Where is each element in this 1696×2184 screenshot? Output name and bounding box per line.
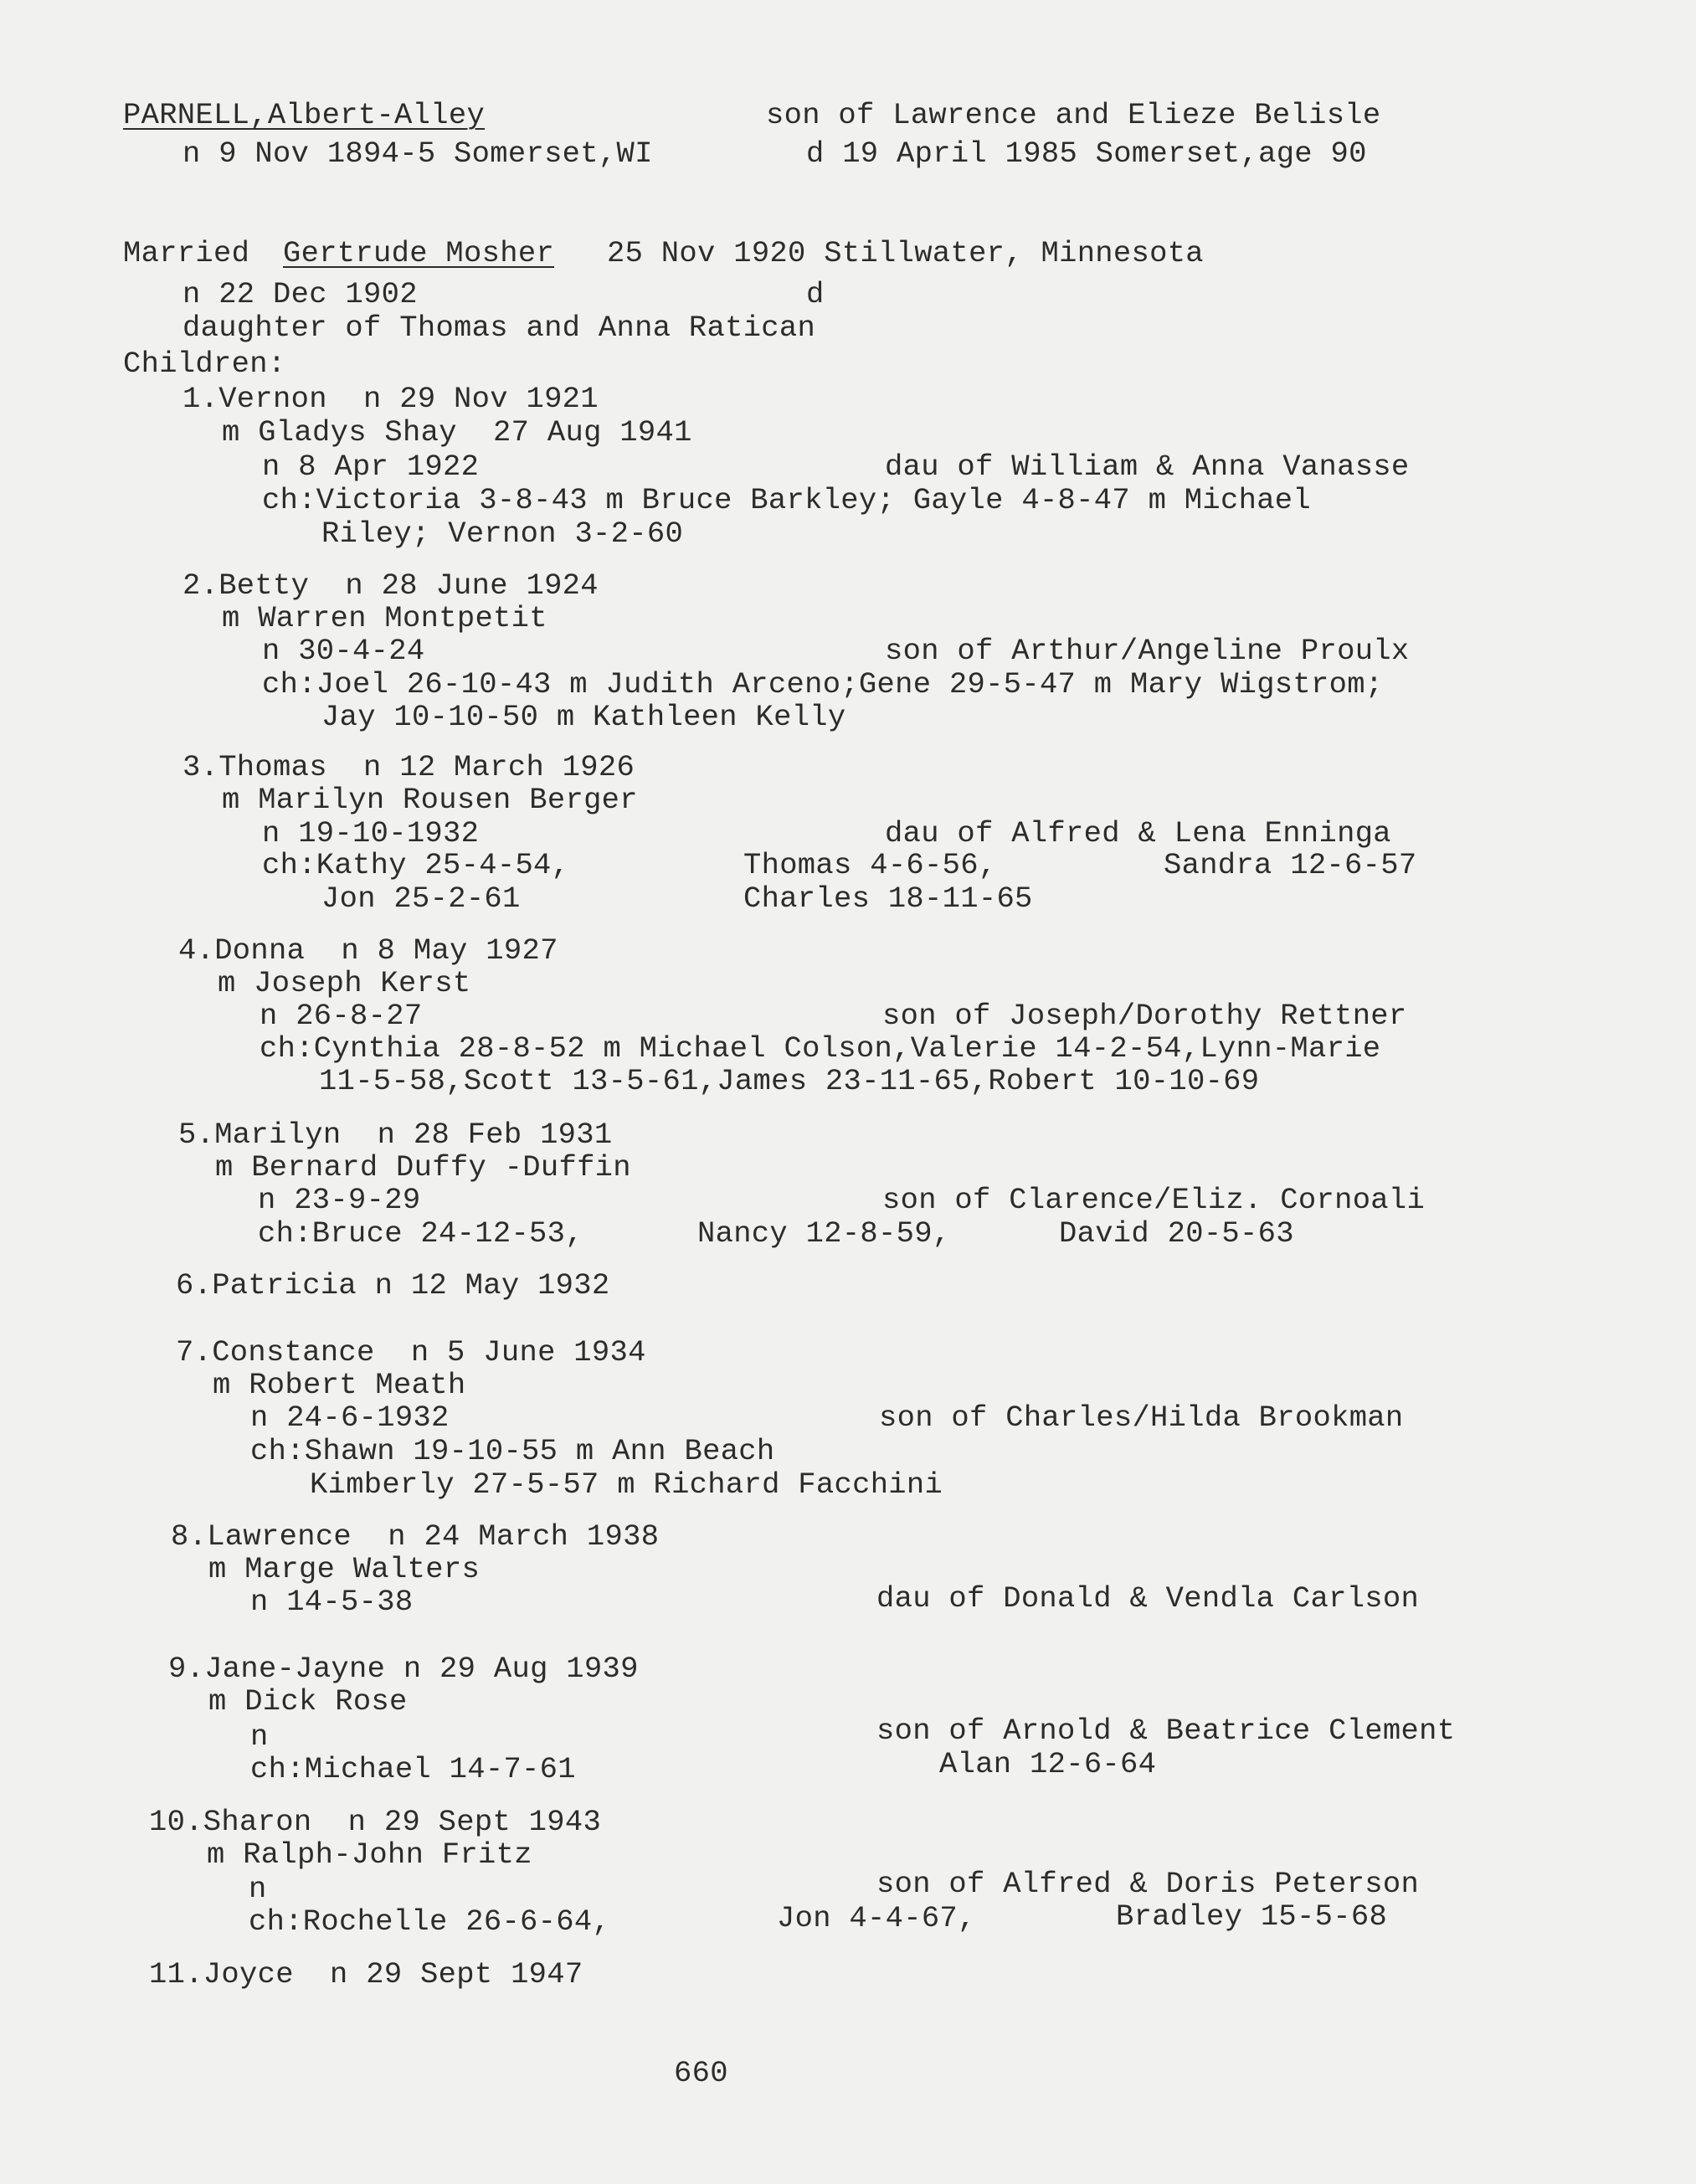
child-spouse-birth: n 30-4-24: [262, 634, 425, 668]
subject-name: PARNELL,Albert-Alley: [123, 98, 486, 132]
child-spouse-birth: n 24-6-1932: [250, 1400, 450, 1435]
child-head: 10.Sharon n 29 Sept 1943: [149, 1805, 602, 1839]
child-spouse: m Joseph Kerst: [218, 966, 471, 1000]
child-head: 3.Thomas n 12 March 1926: [182, 750, 635, 784]
child-spouse-birth: n 26-8-27: [260, 999, 423, 1033]
grandchildren-line: Riley; Vernon 3-2-60: [321, 516, 684, 551]
child-head: 5.Marilyn n 28 Feb 1931: [178, 1118, 613, 1152]
page-number: 660: [674, 2056, 728, 2090]
child-spouse-parents: son of Joseph/Dorothy Rettner: [882, 999, 1407, 1033]
grandchildren-line: Kimberly 27-5-57 m Richard Facchini: [310, 1467, 943, 1502]
grandchildren-line: ch:Cynthia 28-8-52 m Michael Colson,Valerie 14-2-54,Lynn-Marie: [260, 1031, 1381, 1066]
child-spouse: m Gladys Shay 27 Aug 1941: [222, 415, 692, 450]
subject-parents: son of Lawrence and Elieze Belisle: [766, 98, 1381, 132]
child-spouse-parents: dau of William & Anna Vanasse: [885, 450, 1410, 484]
grandchild: Bradley 15-5-68: [1116, 1899, 1388, 1934]
grandchild: Sandra 12-6-57: [1164, 848, 1417, 882]
grandchild: Charles 18-11-65: [743, 881, 1033, 916]
spouse-name: Gertrude Mosher: [283, 236, 555, 270]
grandchild: Nancy 12-8-59,: [697, 1216, 951, 1251]
marriage-details: 25 Nov 1920 Stillwater, Minnesota: [607, 236, 1204, 270]
child-spouse-parents: dau of Alfred & Lena Enninga: [885, 816, 1391, 850]
child-head: 2.Betty n 28 June 1924: [182, 568, 599, 603]
grandchild: ch:Rochelle 26-6-64,: [249, 1904, 611, 1939]
grandchildren-line: ch:Joel 26-10-43 m Judith Arceno;Gene 29-5-47 m Mary Wigstrom;: [262, 667, 1384, 701]
child-spouse: m Ralph-John Fritz: [207, 1837, 532, 1872]
child-head: 6.Patricia n 12 May 1932: [176, 1268, 610, 1303]
child-spouse-parents: son of Charles/Hilda Brookman: [879, 1400, 1404, 1435]
child-spouse-birth: n 23-9-29: [258, 1183, 421, 1217]
grandchildren-line: ch:Shawn 19-10-55 m Ann Beach: [250, 1434, 775, 1468]
grandchildren-line: ch:Victoria 3-8-43 m Bruce Barkley; Gayle 4-8-47 m Michael: [262, 483, 1312, 517]
child-head: 11.Joyce n 29 Sept 1947: [149, 1957, 583, 1991]
child-spouse: m Marilyn Rousen Berger: [222, 783, 638, 817]
child-head: 1.Vernon n 29 Nov 1921: [182, 382, 599, 416]
grandchild: Jon 25-2-61: [321, 881, 521, 916]
grandchildren-line: 11-5-58,Scott 13-5-61,James 23-11-65,Robert 10-10-69: [319, 1064, 1260, 1098]
grandchild: Thomas 4-6-56,: [743, 848, 997, 882]
child-head: 8.Lawrence n 24 March 1938: [171, 1519, 660, 1554]
child-spouse-parents: son of Clarence/Eliz. Cornoali: [882, 1183, 1426, 1217]
child-head: 4.Donna n 8 May 1927: [178, 933, 558, 968]
children-heading: Children:: [123, 347, 286, 381]
subject-birth: n 9 Nov 1894-5 Somerset,WI: [182, 136, 653, 171]
child-spouse: m Bernard Duffy -Duffin: [215, 1150, 631, 1184]
child-spouse-birth: n: [250, 1719, 269, 1754]
grandchild: David 20-5-63: [1059, 1216, 1294, 1251]
child-head: 7.Constance n 5 June 1934: [176, 1335, 646, 1369]
grandchild: Alan 12-6-64: [939, 1747, 1157, 1781]
grandchild: Jon 4-4-67,: [777, 1901, 976, 1935]
child-spouse-birth: n 14-5-38: [250, 1585, 414, 1619]
marriage-prefix: Married: [123, 236, 250, 270]
child-spouse-parents: son of Arthur/Angeline Proulx: [885, 634, 1410, 668]
subject-death: d 19 April 1985 Somerset,age 90: [806, 136, 1367, 171]
child-spouse-parents: son of Alfred & Doris Peterson: [876, 1867, 1420, 1901]
child-spouse: m Marge Walters: [208, 1552, 481, 1586]
grandchild: ch:Kathy 25-4-54,: [262, 848, 570, 882]
grandchild: ch:Bruce 24-12-53,: [258, 1216, 583, 1251]
child-spouse: m Dick Rose: [208, 1684, 408, 1719]
child-spouse-birth: n 19-10-1932: [262, 816, 480, 850]
child-head: 9.Jane-Jayne n 29 Aug 1939: [168, 1652, 639, 1686]
spouse-death: d: [806, 277, 825, 311]
grandchild: ch:Michael 14-7-61: [250, 1752, 576, 1786]
child-spouse: m Robert Meath: [213, 1368, 466, 1402]
child-spouse-parents: son of Arnold & Beatrice Clement: [876, 1714, 1456, 1748]
child-spouse-birth: n: [249, 1872, 267, 1906]
child-spouse-parents: dau of Donald & Vendla Carlson: [876, 1581, 1420, 1616]
spouse-parents: daughter of Thomas and Anna Ratican: [182, 311, 816, 345]
child-spouse: m Warren Montpetit: [222, 601, 547, 635]
child-spouse-birth: n 8 Apr 1922: [262, 450, 480, 484]
grandchildren-line: Jay 10-10-50 m Kathleen Kelly: [321, 700, 846, 734]
spouse-birth: n 22 Dec 1902: [182, 277, 418, 311]
